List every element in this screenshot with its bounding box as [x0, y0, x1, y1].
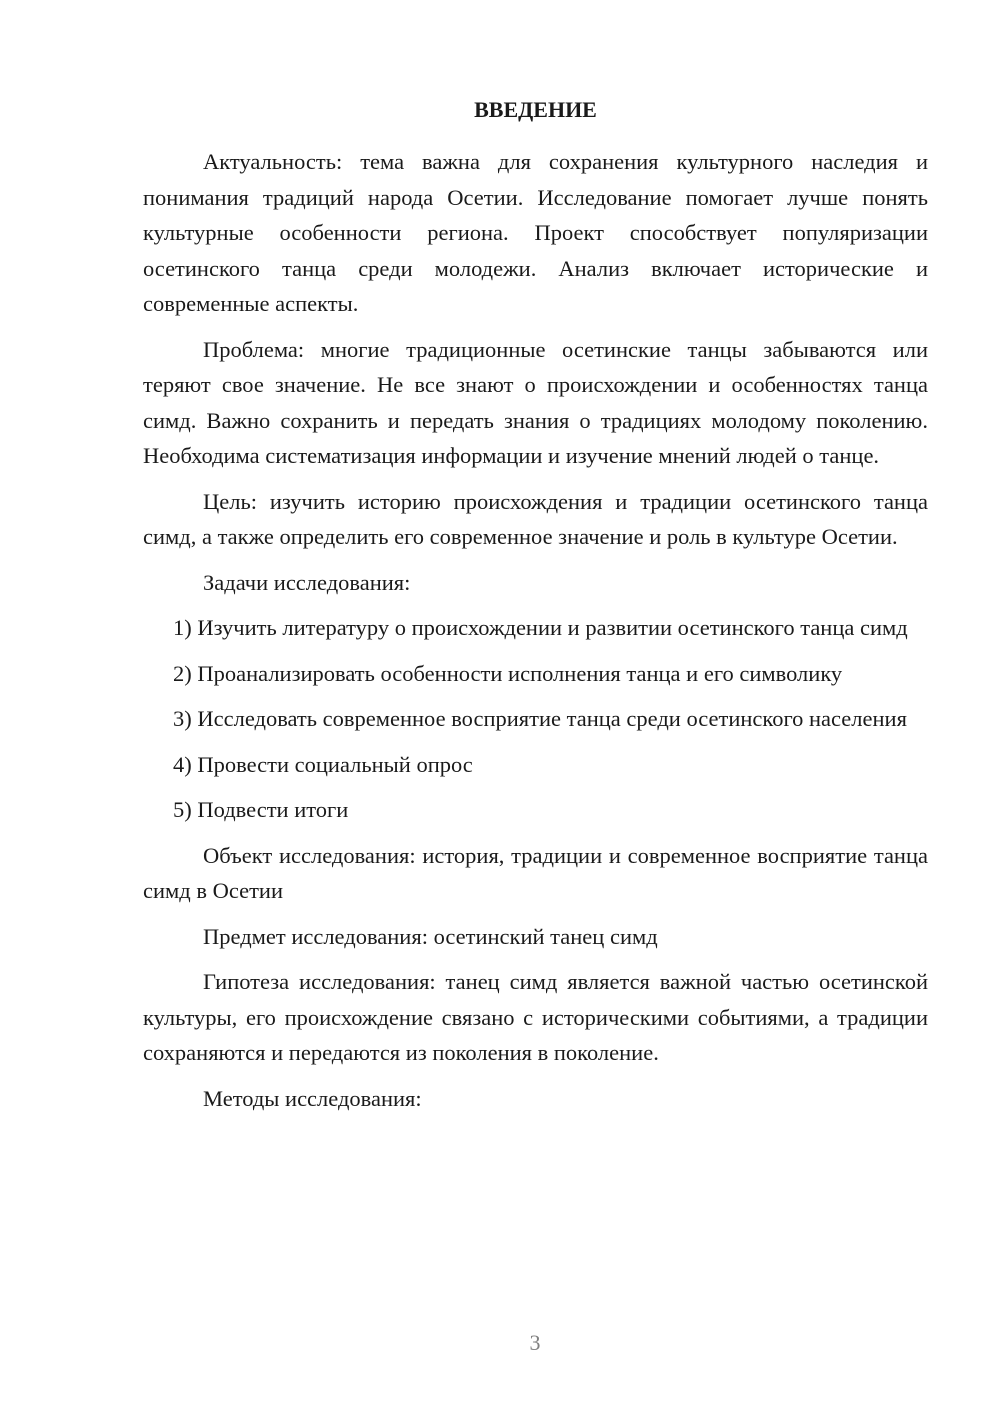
task-item-3: 3) Исследовать современное восприятие танца среди осетинского населения: [173, 706, 907, 731]
page-number: 3: [529, 1330, 541, 1355]
document-page: [143, 92, 928, 1126]
task-item-4: 4) Провести социальный опрос: [173, 751, 473, 777]
paragraph-subject: Предмет исследования: осетинский танец симд: [203, 923, 658, 949]
paragraph-relevance: Актуальность: тема важна для сохранения культурного наследия и понимания традиций народа Осетии. Исследование помогает лучше понять культурные особенности региона. Проект способствует популяризации осетинского танца среди молодежи. Анализ включает исторические и современные аспекты.: [143, 149, 928, 316]
task-item-5: 5) Подвести итоги: [173, 797, 349, 822]
paragraph-object: Объект исследования: история, традиции и современное восприятие танца симд в Осетии: [143, 842, 928, 903]
document-heading: ВВЕДЕНИЕ: [474, 97, 597, 122]
task-item-1: 1) Изучить литературу о происхождении и развитии осетинского танца симд: [173, 615, 908, 640]
task-item-2: 2) Проанализировать особенности исполнения танца и его символику: [173, 660, 843, 686]
paragraph-problem: Проблема: многие традиционные осетинские танцы забываются или теряют свое значение. Не все знают о происхождении и особенностях танца симд. Важно сохранить и передать знания о традициях молодому поколению. Необходима систематизация информации и изучение мнений людей о танце.: [143, 336, 928, 468]
paragraph-methods: Методы исследования:: [203, 1085, 422, 1111]
paragraph-tasks-title: Задачи исследования:: [203, 569, 411, 595]
paragraph-hypothesis: Гипотеза исследования: танец симд является важной частью осетинской культуры, его происхождение связано с историческими событиями, а традиции сохраняются и передаются из поколения в поколение.: [143, 969, 928, 1065]
paragraph-goal: Цель: изучить историю происхождения и традиции осетинского танца симд, а также определить его современное значение и роль в культуре Осетии.: [143, 488, 928, 549]
